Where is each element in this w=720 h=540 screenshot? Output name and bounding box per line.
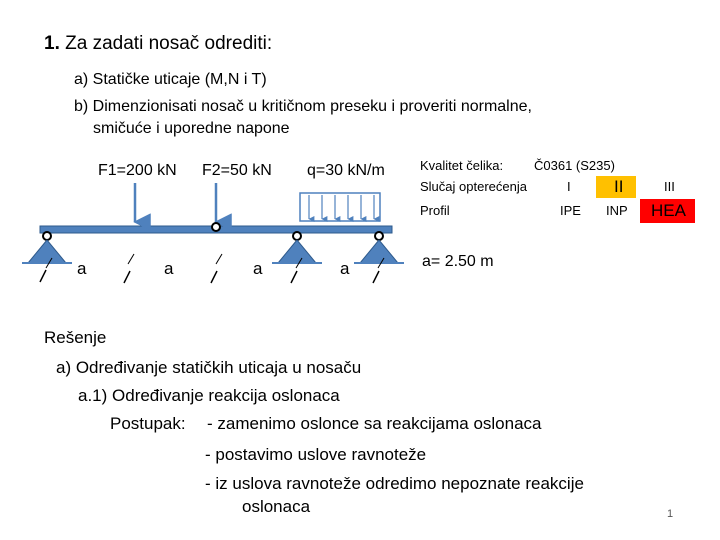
procedure-label: Postupak: [110, 414, 186, 433]
task-a: a) Statičke uticaje (M,N i T) [74, 71, 267, 88]
load-case-3: III [664, 179, 675, 194]
load-case-2: II [614, 177, 624, 196]
support-3 [272, 232, 322, 283]
quality-label: Kvalitet čelika: [420, 158, 504, 173]
task-b: b) Dimenzionisati nosač u kritičnom preseku i proveriti normalne, [74, 98, 532, 115]
profile-1: IPE [560, 203, 581, 218]
procedure-step-3: - iz uslova ravnoteže odredimo nepoznate reakcije [205, 474, 584, 493]
procedure-step-2: - postavimo uslove ravnoteže [205, 445, 427, 464]
load-q-label: q=30 kN/m [307, 162, 385, 179]
load-case-label: Slučaj opterećenja [420, 179, 527, 194]
load-f2-label: F2=50 kN [202, 162, 272, 179]
span-label-3: a [253, 259, 263, 278]
support-1 [22, 232, 72, 282]
page-number: 1 [667, 508, 674, 520]
task-b-continued: smičuće i uporedne napone [93, 120, 290, 137]
profile-3: HEA [651, 201, 686, 220]
load-case-1: I [567, 179, 571, 194]
title-number: 1. [44, 33, 60, 54]
distributed-load-q [300, 193, 380, 221]
span-label-2: a [164, 259, 174, 278]
span-divider-1 [124, 254, 134, 283]
support-4 [354, 232, 404, 283]
a-value: a= 2.50 m [422, 253, 494, 270]
span-label-4: a [340, 259, 350, 278]
quality-value: Č0361 (S235) [534, 158, 615, 173]
procedure-step-3-continued: oslonaca [242, 497, 311, 516]
solution-subsection: a.1) Određivanje reakcija oslonaca [78, 386, 340, 405]
solution-title: Rešenje [44, 328, 107, 347]
profile-label: Profil [420, 203, 450, 218]
profile-2: INP [606, 203, 628, 218]
span-label-1: a [77, 259, 87, 278]
procedure-step-1: - zamenimo oslonce sa reakcijama oslonaca [207, 414, 542, 433]
load-f1-label: F1=200 kN [98, 162, 177, 179]
solution-section-a: a) Određivanje statičkih uticaja u nosaču [56, 358, 362, 377]
title-text: Za zadati nosač odrediti: [65, 33, 273, 54]
